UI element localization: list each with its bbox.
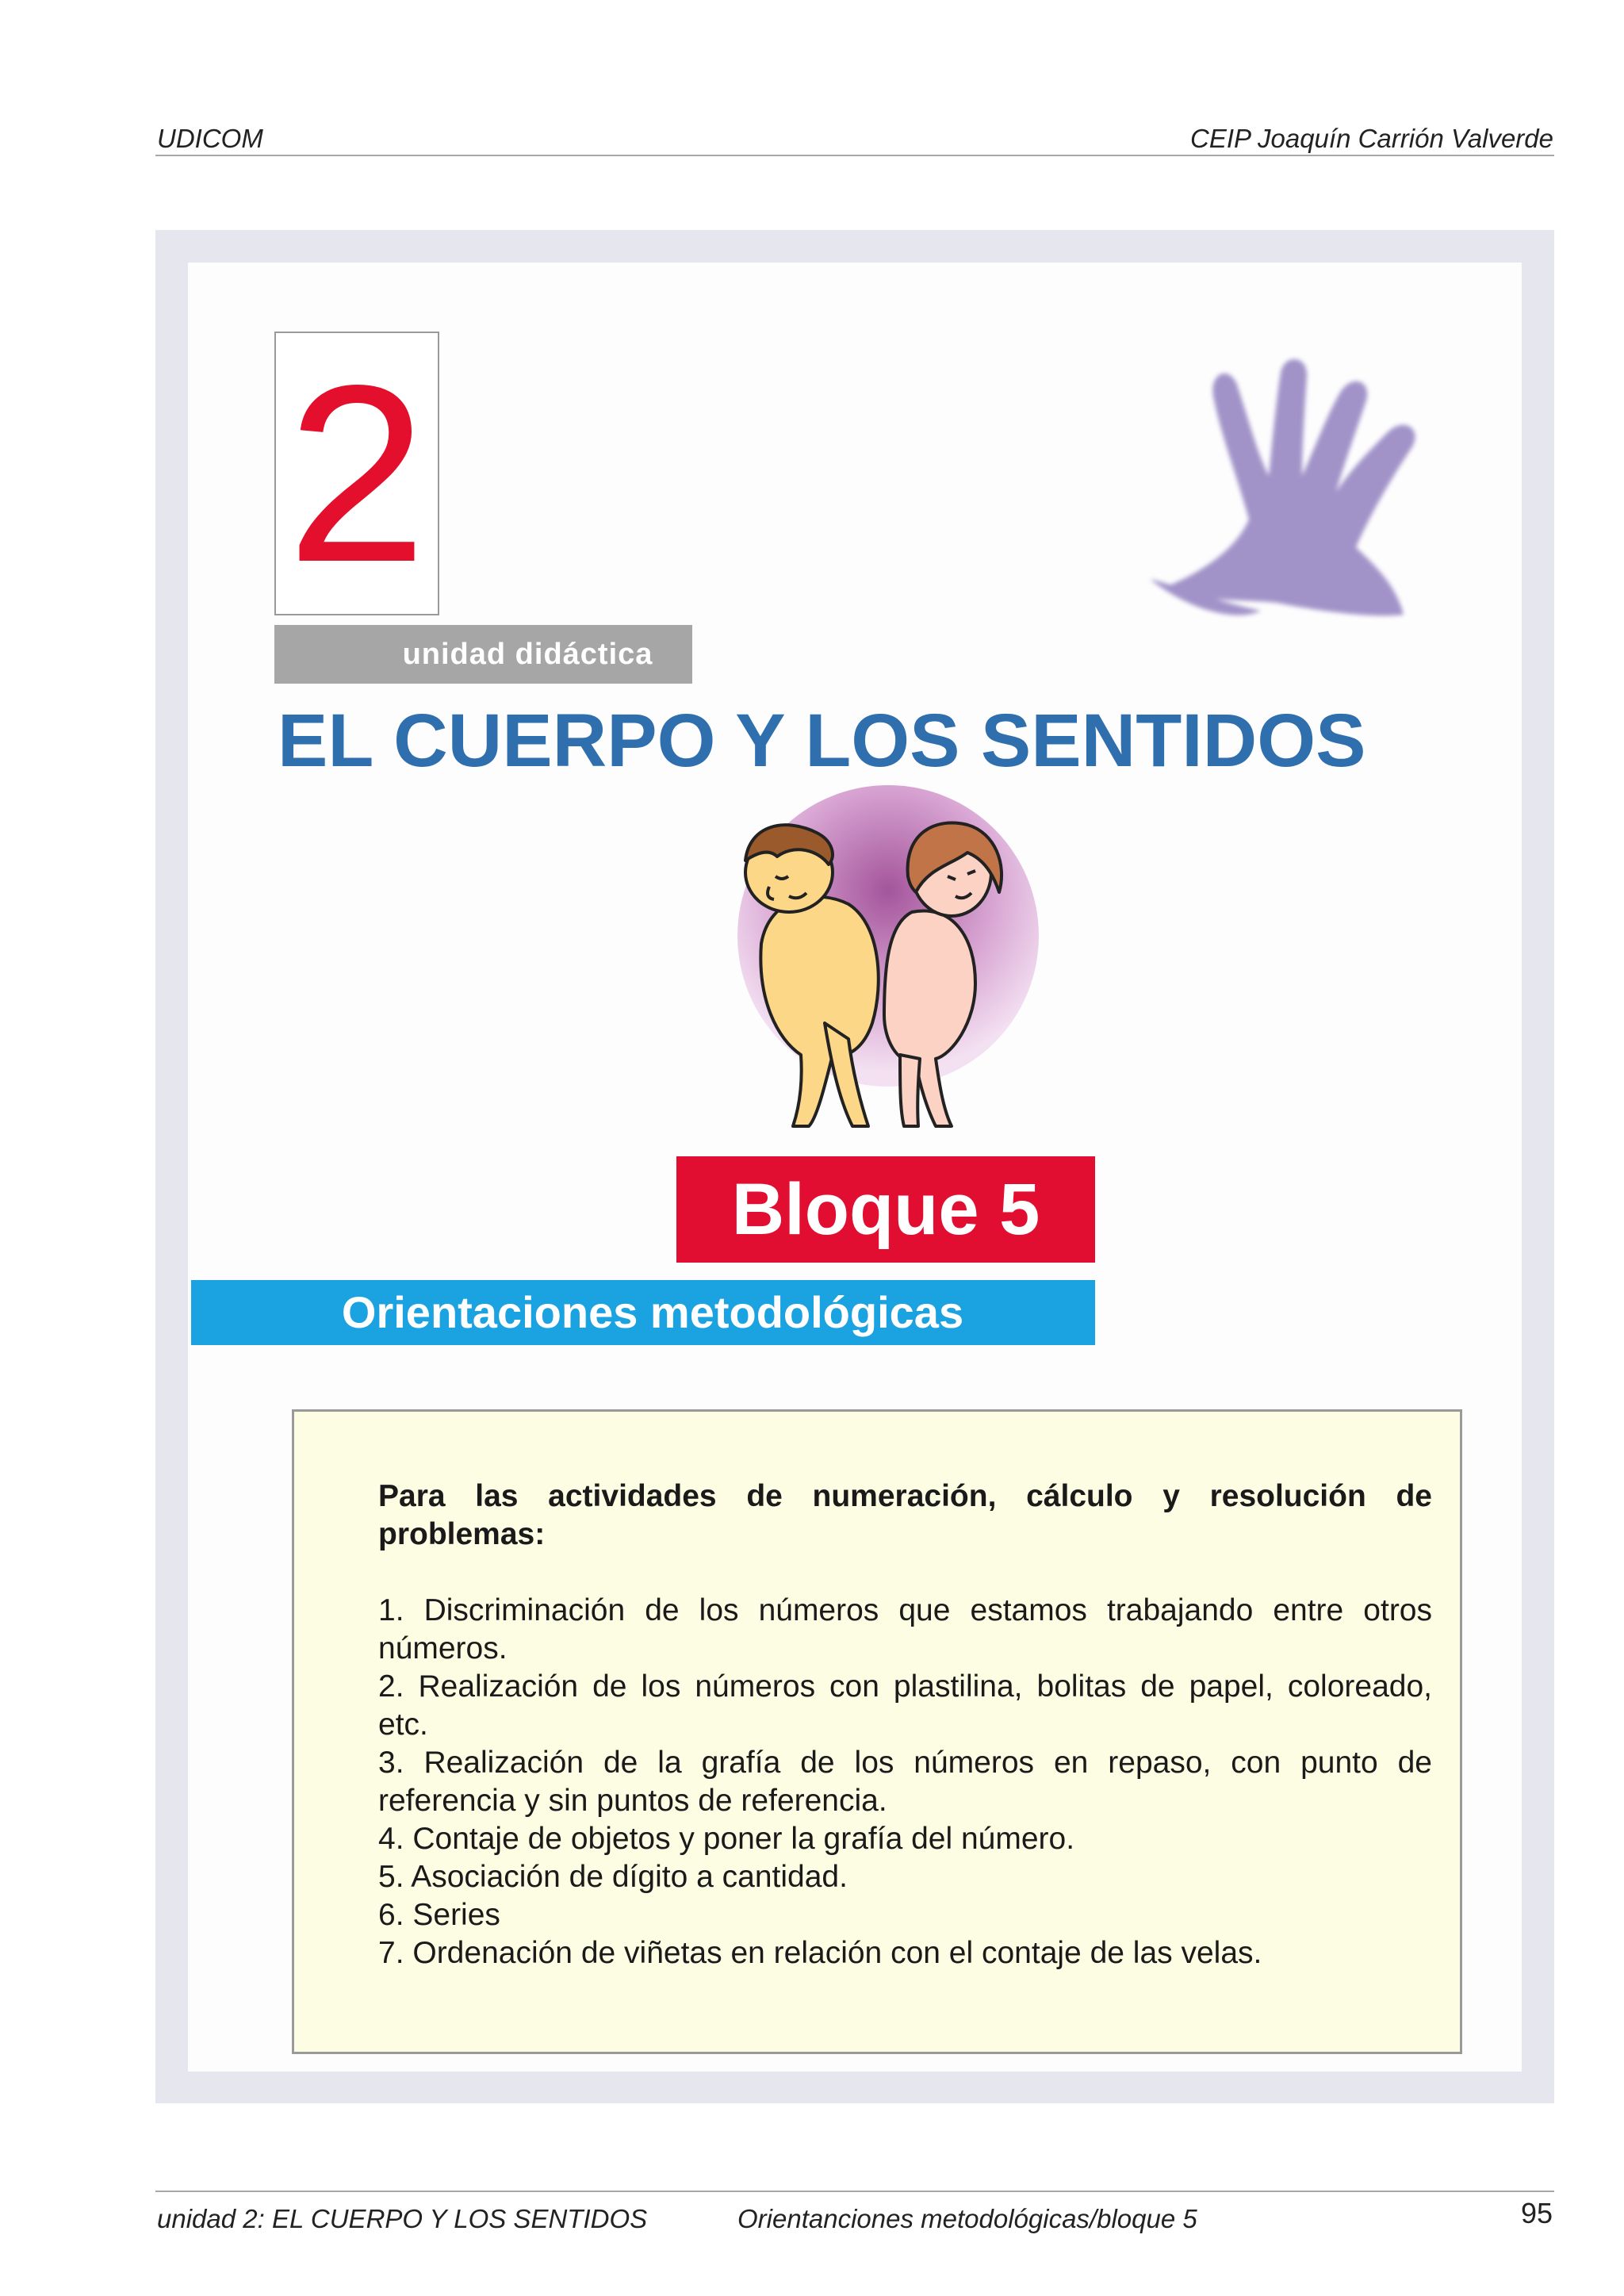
- header-divider: [155, 155, 1554, 156]
- unit-label: [274, 625, 692, 684]
- unit-title: EL CUERPO Y LOS SENTIDOS: [278, 699, 1366, 783]
- content-box: [292, 1409, 1462, 2054]
- hand-icon: [1118, 349, 1491, 650]
- children-illustration: [714, 785, 1071, 1142]
- content-body: [378, 1478, 1432, 1972]
- activity-list: [378, 1592, 1432, 1972]
- content-intro: Para las actividades de numeración, cálculo y resolución de problemas:: [378, 1479, 1432, 1551]
- list-item: 3. Realización de la grafía de los números en repaso, con punto de referencia y sin puntos de referencia.: [378, 1746, 1432, 1818]
- list-item: 5. Asociación de dígito a cantidad.: [378, 1860, 848, 1894]
- page-number: 95: [1520, 2197, 1553, 2229]
- header-left: UDICOM: [157, 124, 263, 153]
- section-banner: [191, 1280, 1095, 1345]
- list-item: 7. Ordenación de viñetas en relación con el contaje de las velas.: [378, 1936, 1262, 1970]
- unit-label-text: unidad didáctica: [402, 638, 653, 671]
- block-badge: Bloque 5: [676, 1156, 1095, 1263]
- header-right: CEIP Joaquín Carrión Valverde: [1190, 124, 1553, 153]
- unit-number: 2: [286, 333, 427, 615]
- unit-number-box: [274, 332, 439, 615]
- footer-middle: Orientanciones metodológicas/bloque 5: [737, 2204, 1197, 2233]
- footer-left: unidad 2: EL CUERPO Y LOS SENTIDOS: [157, 2204, 648, 2233]
- list-item: 6. Series: [378, 1898, 500, 1932]
- list-item: 4. Contaje de objetos y poner la grafía del número.: [378, 1822, 1075, 1856]
- footer-divider: [155, 2191, 1554, 2192]
- list-item: 1. Discriminación de los números que estamos trabajando entre otros números.: [378, 1593, 1432, 1665]
- list-item: 2. Realización de los números con plastilina, bolitas de papel, coloreado, etc.: [378, 1669, 1432, 1742]
- section-banner-text: Orientaciones metodológicas: [341, 1287, 964, 1337]
